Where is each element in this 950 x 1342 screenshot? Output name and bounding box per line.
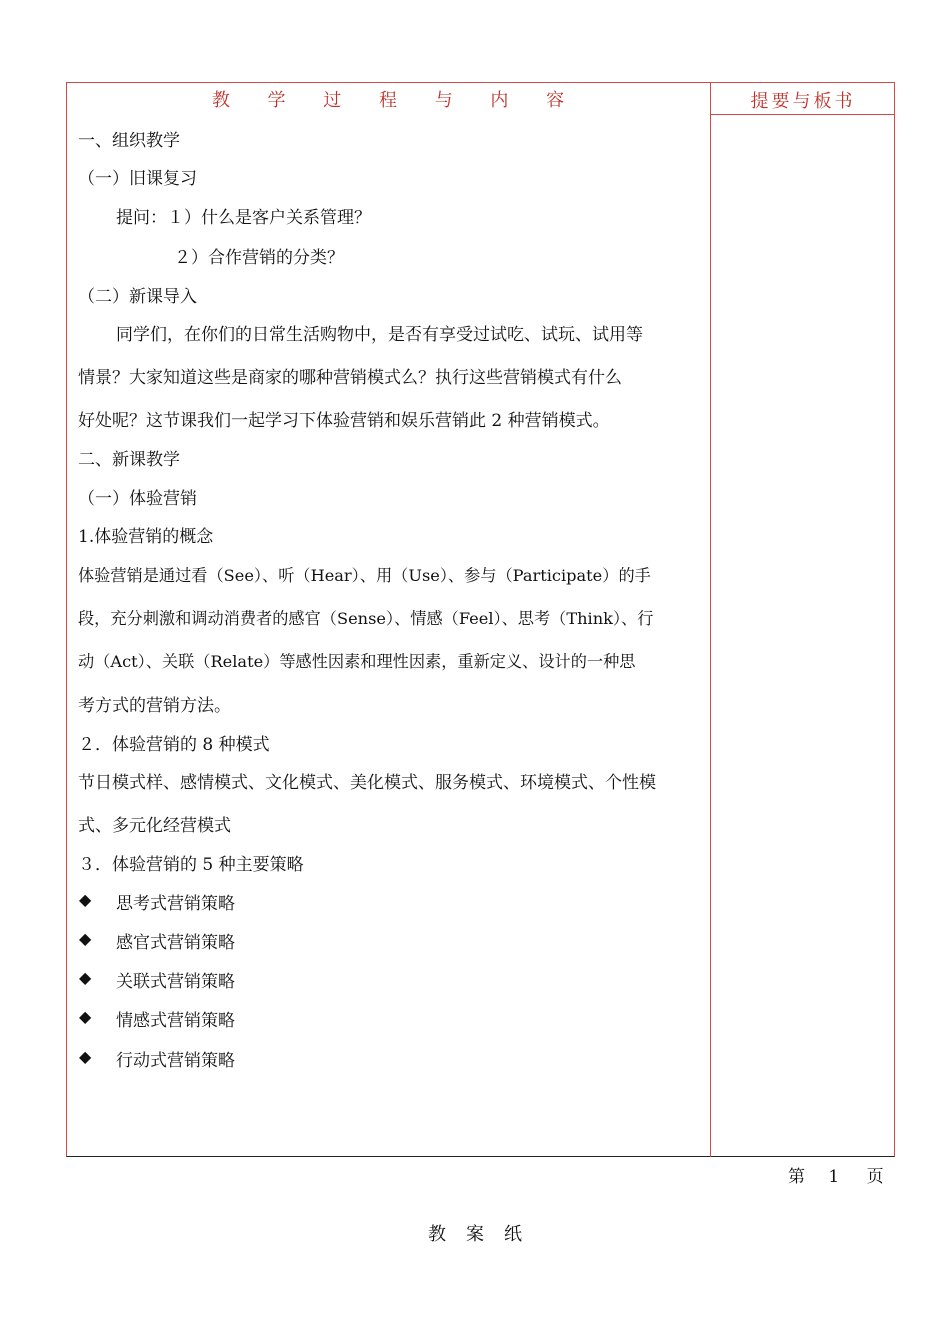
paragraph-line: 情景？大家知道这些是商家的哪种营销模式么？执行这些营销模式有什么 xyxy=(78,368,622,388)
question-line: ２）合作营销的分类？ xyxy=(174,248,344,268)
strategy-item: 思考式营销策略 xyxy=(116,894,235,914)
paragraph-line: 节日模式样、感情模式、文化模式、美化模式、服务模式、环境模式、个性模 xyxy=(78,773,656,793)
right-header-rule xyxy=(711,114,895,115)
item-heading: ３．体验营销的 5 种主要策略 xyxy=(78,855,304,875)
paragraph-line: 段，充分刺激和调动消费者的感官（Sense）、情感（Feel）、思考（Think）、行 xyxy=(78,609,654,628)
page-prefix: 第 xyxy=(788,1167,805,1187)
question-line: 提问：１）什么是客户关系管理？ xyxy=(116,208,371,228)
bullet-icon: ◆ xyxy=(79,1007,92,1026)
section-heading: 二、新课教学 xyxy=(78,450,180,470)
bullet-icon: ◆ xyxy=(79,929,92,948)
paragraph-line: 动（Act）、关联（Relate）等感性因素和理性因素，重新定义、设计的一种思 xyxy=(78,652,636,671)
left-column-title: 教 学 过 程 与 内 容 xyxy=(211,90,581,111)
paragraph-line: 体验营销是通过看（See）、听（Hear）、用（Use）、参与（Participate）的手 xyxy=(78,566,651,585)
subsection-heading: （一）旧课复习 xyxy=(78,169,197,189)
bullet-icon: ◆ xyxy=(79,1047,92,1066)
right-column-title: 提要与板书 xyxy=(750,91,856,112)
paragraph-line: 同学们，在你们的日常生活购物中，是否有享受过试吃、试玩、试用等 xyxy=(116,325,643,345)
section-heading: 一、组织教学 xyxy=(78,131,180,151)
strategy-item: 行动式营销策略 xyxy=(116,1051,235,1071)
strategy-item: 关联式营销策略 xyxy=(116,972,235,992)
paragraph-line: 好处呢？这节课我们一起学习下体验营销和娱乐营销此 2 种营销模式。 xyxy=(78,411,610,431)
bullet-icon: ◆ xyxy=(79,968,92,987)
page-suffix: 页 xyxy=(866,1167,884,1187)
item-heading: ２．体验营销的 8 种模式 xyxy=(78,735,270,755)
strategy-item: 感官式营销策略 xyxy=(116,933,235,953)
strategy-item: 情感式营销策略 xyxy=(116,1011,235,1031)
item-heading: 1.体验营销的概念 xyxy=(78,527,214,547)
page-number-value: 1 xyxy=(828,1167,840,1187)
paragraph-line: 式、多元化经营模式 xyxy=(78,816,231,836)
document-title: 教案纸 xyxy=(428,1224,542,1245)
subsection-heading: （二）新课导入 xyxy=(78,287,197,307)
subsection-heading: （一）体验营销 xyxy=(78,489,197,509)
page-number xyxy=(788,1162,884,1187)
column-divider xyxy=(710,82,711,1157)
paragraph-line: 考方式的营销方法。 xyxy=(78,696,231,716)
bullet-icon: ◆ xyxy=(79,890,92,909)
